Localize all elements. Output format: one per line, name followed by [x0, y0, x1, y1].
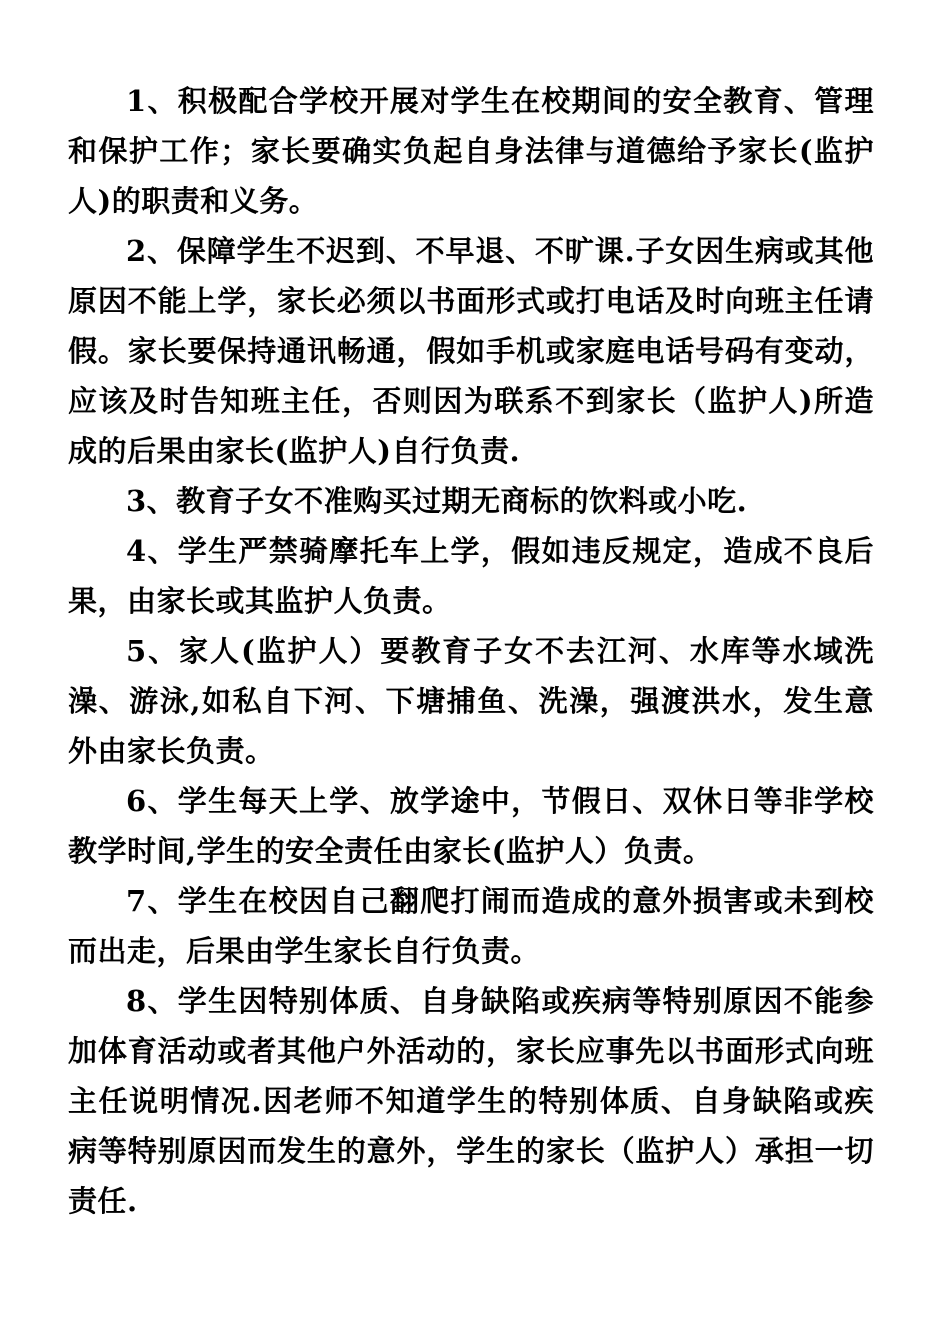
clause-4: 4、学生严禁骑摩托车上学，假如违反规定，造成不良后果，由家长或其监护人负责。: [68, 534, 874, 618]
document-body: [68, 76, 874, 1226]
clause-6: 6、学生每天上学、放学途中，节假日、双休日等非学校教学时间,学生的安全责任由家长(监护人）负责。: [68, 784, 874, 868]
clause-8: 8、学生因特别体质、自身缺陷或疾病等特别原因不能参加体育活动或者其他户外活动的，家长应事先以书面形式向班主任说明情况.因老师不知道学生的特别体质、自身缺陷或疾病等特别原因而发生的意外，学生的家长（监护人）承担一切责任.: [68, 984, 874, 1218]
clause-5: 5、家人(监护人）要教育子女不去江河、水库等水域洗澡、游泳,如私自下河、下塘捕鱼、洗澡，强渡洪水，发生意外由家长负责。: [68, 634, 874, 768]
clause-7: 7、学生在校因自己翻爬打闹而造成的意外损害或未到校而出走，后果由学生家长自行负责。: [68, 884, 874, 968]
clause-2: 2、保障学生不迟到、不早退、不旷课.子女因生病或其他原因不能上学，家长必须以书面形式或打电话及时向班主任请假。家长要保持通讯畅通，假如手机或家庭电话号码有变动，应该及时告知班主任，否则因为联系不到家长（监护人)所造成的后果由家长(监护人)自行负责.: [68, 234, 874, 468]
clause-3: 3、教育子女不准购买过期无商标的饮料或小吃.: [126, 484, 748, 518]
clause-1: 1、积极配合学校开展对学生在校期间的安全教育、管理和保护工作；家长要确实负起自身法律与道德给予家长(监护人)的职责和义务。: [68, 84, 874, 218]
